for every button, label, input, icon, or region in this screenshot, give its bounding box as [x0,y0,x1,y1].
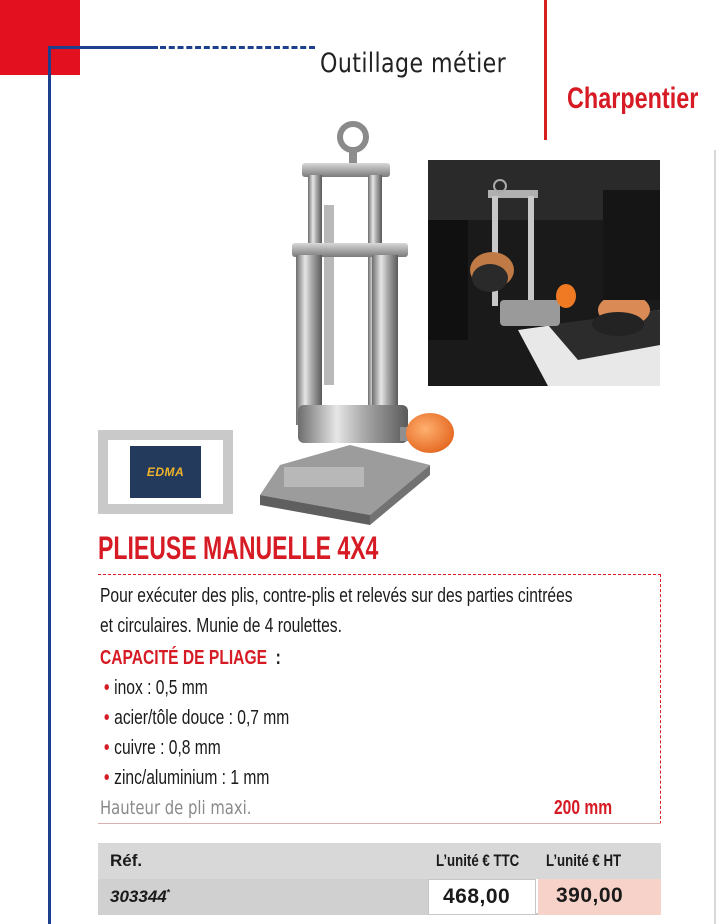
price-ht: 390,00 [556,884,624,907]
description-line: Pour exécuter des plis, contre-plis et relevés sur des parties cintrées [100,585,573,607]
capacity-title: CAPACITÉ DE PLIAGE : [100,647,281,669]
photo-icon [428,160,660,386]
capacity-item: • zinc/aluminium : 1 mm [104,767,270,789]
product-description [98,574,661,824]
frame-dashed-border [160,46,315,49]
price-ht-cell [538,879,661,915]
table-row [98,879,661,915]
header-ref: Réf. [110,851,143,870]
price-table [98,843,661,915]
max-height-label: Hauteur de pli maxi. [100,797,252,819]
price-ttc-cell [428,879,536,915]
ref-cell [98,879,428,915]
max-height-rule [98,823,661,824]
brand-logo [130,446,201,498]
section-title: Outillage métier [320,48,507,79]
section-divider [544,0,547,140]
price-table-header [98,843,661,879]
capacity-item: • acier/tôle douce : 0,7 mm [104,707,290,729]
description-line: et circulaires. Munie de 4 roulettes. [100,615,342,637]
max-height-value: 200 mm [553,797,612,819]
header-ttc: L’unité € TTC [436,851,520,870]
category-title: Charpentier [567,82,699,115]
capacity-item: • cuivre : 0,8 mm [104,737,221,759]
price-ttc: 468,00 [443,885,511,908]
column-divider [714,150,716,924]
frame-left-border [48,46,51,924]
brand-logo-frame [98,430,233,514]
brand-name: EDMA [146,465,185,479]
brand-logo-background [108,440,223,504]
red-corner-tab [0,0,80,75]
ref-value: 303344* [110,887,171,906]
frame-top-border [48,46,158,49]
product-title: PLIEUSE MANUELLE 4X4 [98,530,379,566]
header-ht: L’unité € HT [546,851,622,870]
capacity-item: • inox : 0,5 mm [104,677,208,699]
